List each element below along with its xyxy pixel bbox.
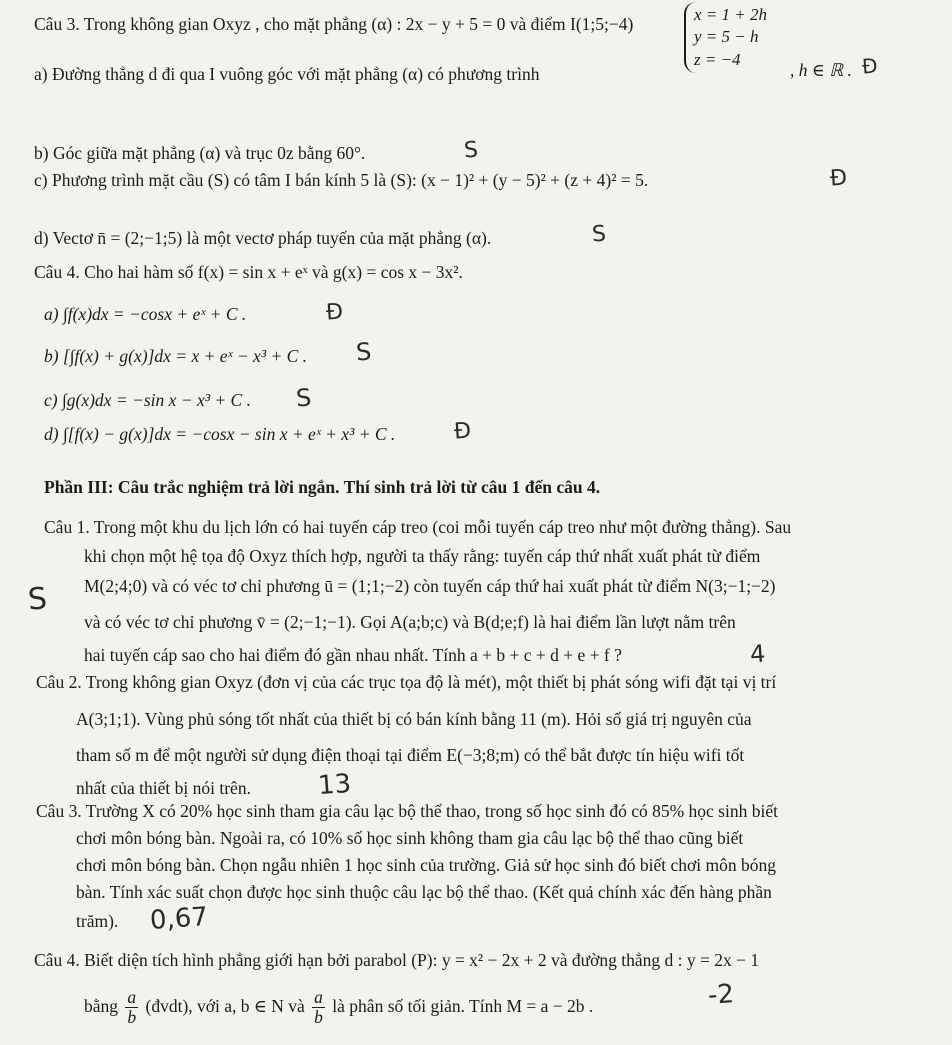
handwritten-q4b: S bbox=[355, 337, 373, 367]
p3-q3-line3: chơi môn bóng bàn. Chọn ngẫu nhiên 1 học sinh của trường. Giả sử học sinh đó biết chơi môn bóng bbox=[76, 855, 776, 875]
q4-item-b: b) [∫f(x) + g(x)]dx = x + eˣ − x³ + C . bbox=[44, 346, 308, 366]
handwritten-q4d: Đ bbox=[453, 418, 472, 445]
q4-item-a: a) ∫f(x)dx = −cosx + eˣ + C . bbox=[44, 304, 247, 324]
p3-q1-line3: M(2;4;0) và có véc tơ chỉ phương ū = (1;1;−2) còn tuyến cáp thứ hai xuất phát từ điểm N(3;−1;−2) bbox=[84, 576, 776, 596]
p3-q1-line5: hai tuyến cáp sao cho hai điểm đó gần nhau nhất. Tính a + b + c + d + e + f ? bbox=[84, 645, 622, 665]
q3-item-a: a) Đường thẳng d đi qua I vuông góc với mặt phẳng (α) có phương trình bbox=[34, 64, 540, 84]
fraction-a-over-b-2 bbox=[312, 988, 325, 1028]
p3-q1-line1: Câu 1. Trong một khu du lịch lớn có hai tuyến cáp treo (coi mỗi tuyến cáp treo như một đường thẳng). Sau bbox=[44, 517, 792, 537]
q3-header: Câu 3. Trong không gian Oxyz , cho mặt phẳng (α) : 2x − y + 5 = 0 và điểm I(1;5;−4) bbox=[34, 14, 634, 34]
fraction-numerator: a bbox=[127, 987, 137, 1007]
p3-q3-line2: chơi môn bóng bàn. Ngoài ra, có 10% số học sinh không tham gia câu lạc bộ thể thao cũng biết bbox=[76, 828, 744, 848]
handwritten-q3b: S bbox=[463, 137, 479, 164]
p3-q3-line5: trăm). bbox=[76, 911, 119, 931]
q4-item-d: d) ∫[f(x) − g(x)]dx = −cosx − sin x + eˣ + x³ + C . bbox=[44, 424, 396, 444]
p3-q2-line3: tham số m để một người sử dụng điện thoại tại điểm E(−3;8;m) có thể bắt được tín hiệu wifi tốt bbox=[76, 745, 745, 765]
handwritten-p1-right: 4 bbox=[749, 639, 767, 669]
system-y: y = 5 − h bbox=[694, 27, 759, 47]
fraction-denominator: b bbox=[127, 1007, 137, 1028]
fraction-a-over-b bbox=[125, 988, 138, 1028]
p3-q1-line2: khi chọn một hệ tọa độ Oxyz thích hợp, người ta thấy rằng: tuyến cáp thứ nhất xuất phát từ điểm bbox=[84, 546, 761, 566]
handwritten-p4: -2 bbox=[706, 979, 735, 1011]
handwritten-p2: 13 bbox=[316, 768, 353, 802]
handwritten-q4c: S bbox=[295, 383, 313, 413]
p3-q4-text-b: (đvdt), với a, b ∈ N và bbox=[145, 995, 305, 1016]
p3-q3-line1: Câu 3. Trường X có 20% học sinh tham gia câu lạc bộ thể thao, trong số học sinh đó có 85% học sinh biết bbox=[36, 801, 778, 821]
p3-q2-line1: Câu 2. Trong không gian Oxyz (đơn vị của các trục tọa độ là mét), một thiết bị phát sóng wifi đặt tại vị trí bbox=[36, 672, 777, 692]
system-z: z = −4 bbox=[694, 49, 741, 69]
handwritten-p1-left: S bbox=[26, 581, 49, 618]
handwritten-q3a: Đ bbox=[861, 53, 879, 79]
q3-item-c: c) Phương trình mặt cầu (S) có tâm I bán kính 5 là (S): (x − 1)² + (y − 5)² + (z + 4)² = 5. bbox=[34, 170, 649, 190]
q3-item-b: b) Góc giữa mặt phẳng (α) và trục 0z bằng 60°. bbox=[34, 143, 366, 163]
p3-q3-line4: bàn. Tính xác suất chọn được học sinh thuộc câu lạc bộ thể thao. (Kết quả chính xác đến hàng phần bbox=[76, 882, 772, 902]
p3-q2-line4: nhất của thiết bị nói trên. bbox=[76, 778, 251, 798]
parametric-system bbox=[684, 2, 767, 73]
fraction-numerator-2: a bbox=[314, 987, 323, 1007]
p3-q4-text-a: bằng bbox=[84, 995, 119, 1016]
q4-header: Câu 4. Cho hai hàm số f(x) = sin x + eˣ và g(x) = cos x − 3x². bbox=[34, 262, 463, 282]
q4-item-c: c) ∫g(x)dx = −sin x − x³ + C . bbox=[44, 390, 251, 410]
p3-q4-line1: Câu 4. Biết diện tích hình phẳng giới hạn bởi parabol (P): y = x² − 2x + 2 và đường thẳng d : y = 2x − 1 bbox=[34, 950, 760, 970]
q3-item-d: d) Vectơ n̄ = (2;−1;5) là một vectơ pháp tuyến của mặt phẳng (α). bbox=[34, 228, 492, 248]
system-x: x = 1 + 2h bbox=[694, 5, 767, 24]
part3-title: Phần III: Câu trắc nghiệm trả lời ngắn. Thí sinh trả lời từ câu 1 đến câu 4. bbox=[44, 477, 601, 497]
handwritten-q4a: Đ bbox=[325, 299, 344, 326]
p3-q2-line2: A(3;1;1). Vùng phủ sóng tốt nhất của thiết bị có bán kính bằng 11 (m). Hỏi số giá trị nguyên của bbox=[76, 709, 752, 729]
fraction-denominator-2: b bbox=[314, 1007, 323, 1028]
system-param: , h ∈ ℝ . bbox=[790, 60, 852, 80]
p3-q4-line2 bbox=[84, 988, 593, 1028]
p3-q4-text-c: là phân số tối giản. Tính M = a − 2b . bbox=[332, 995, 594, 1016]
handwritten-q3d: S bbox=[591, 221, 607, 248]
handwritten-p3: 0,67 bbox=[149, 902, 209, 936]
handwritten-q3c: Đ bbox=[829, 165, 848, 192]
p3-q1-line4: và có véc tơ chỉ phương v̄ = (2;−1;−1). Gọi A(a;b;c) và B(d;e;f) là hai điểm lần lượt nằm trên bbox=[84, 612, 736, 632]
